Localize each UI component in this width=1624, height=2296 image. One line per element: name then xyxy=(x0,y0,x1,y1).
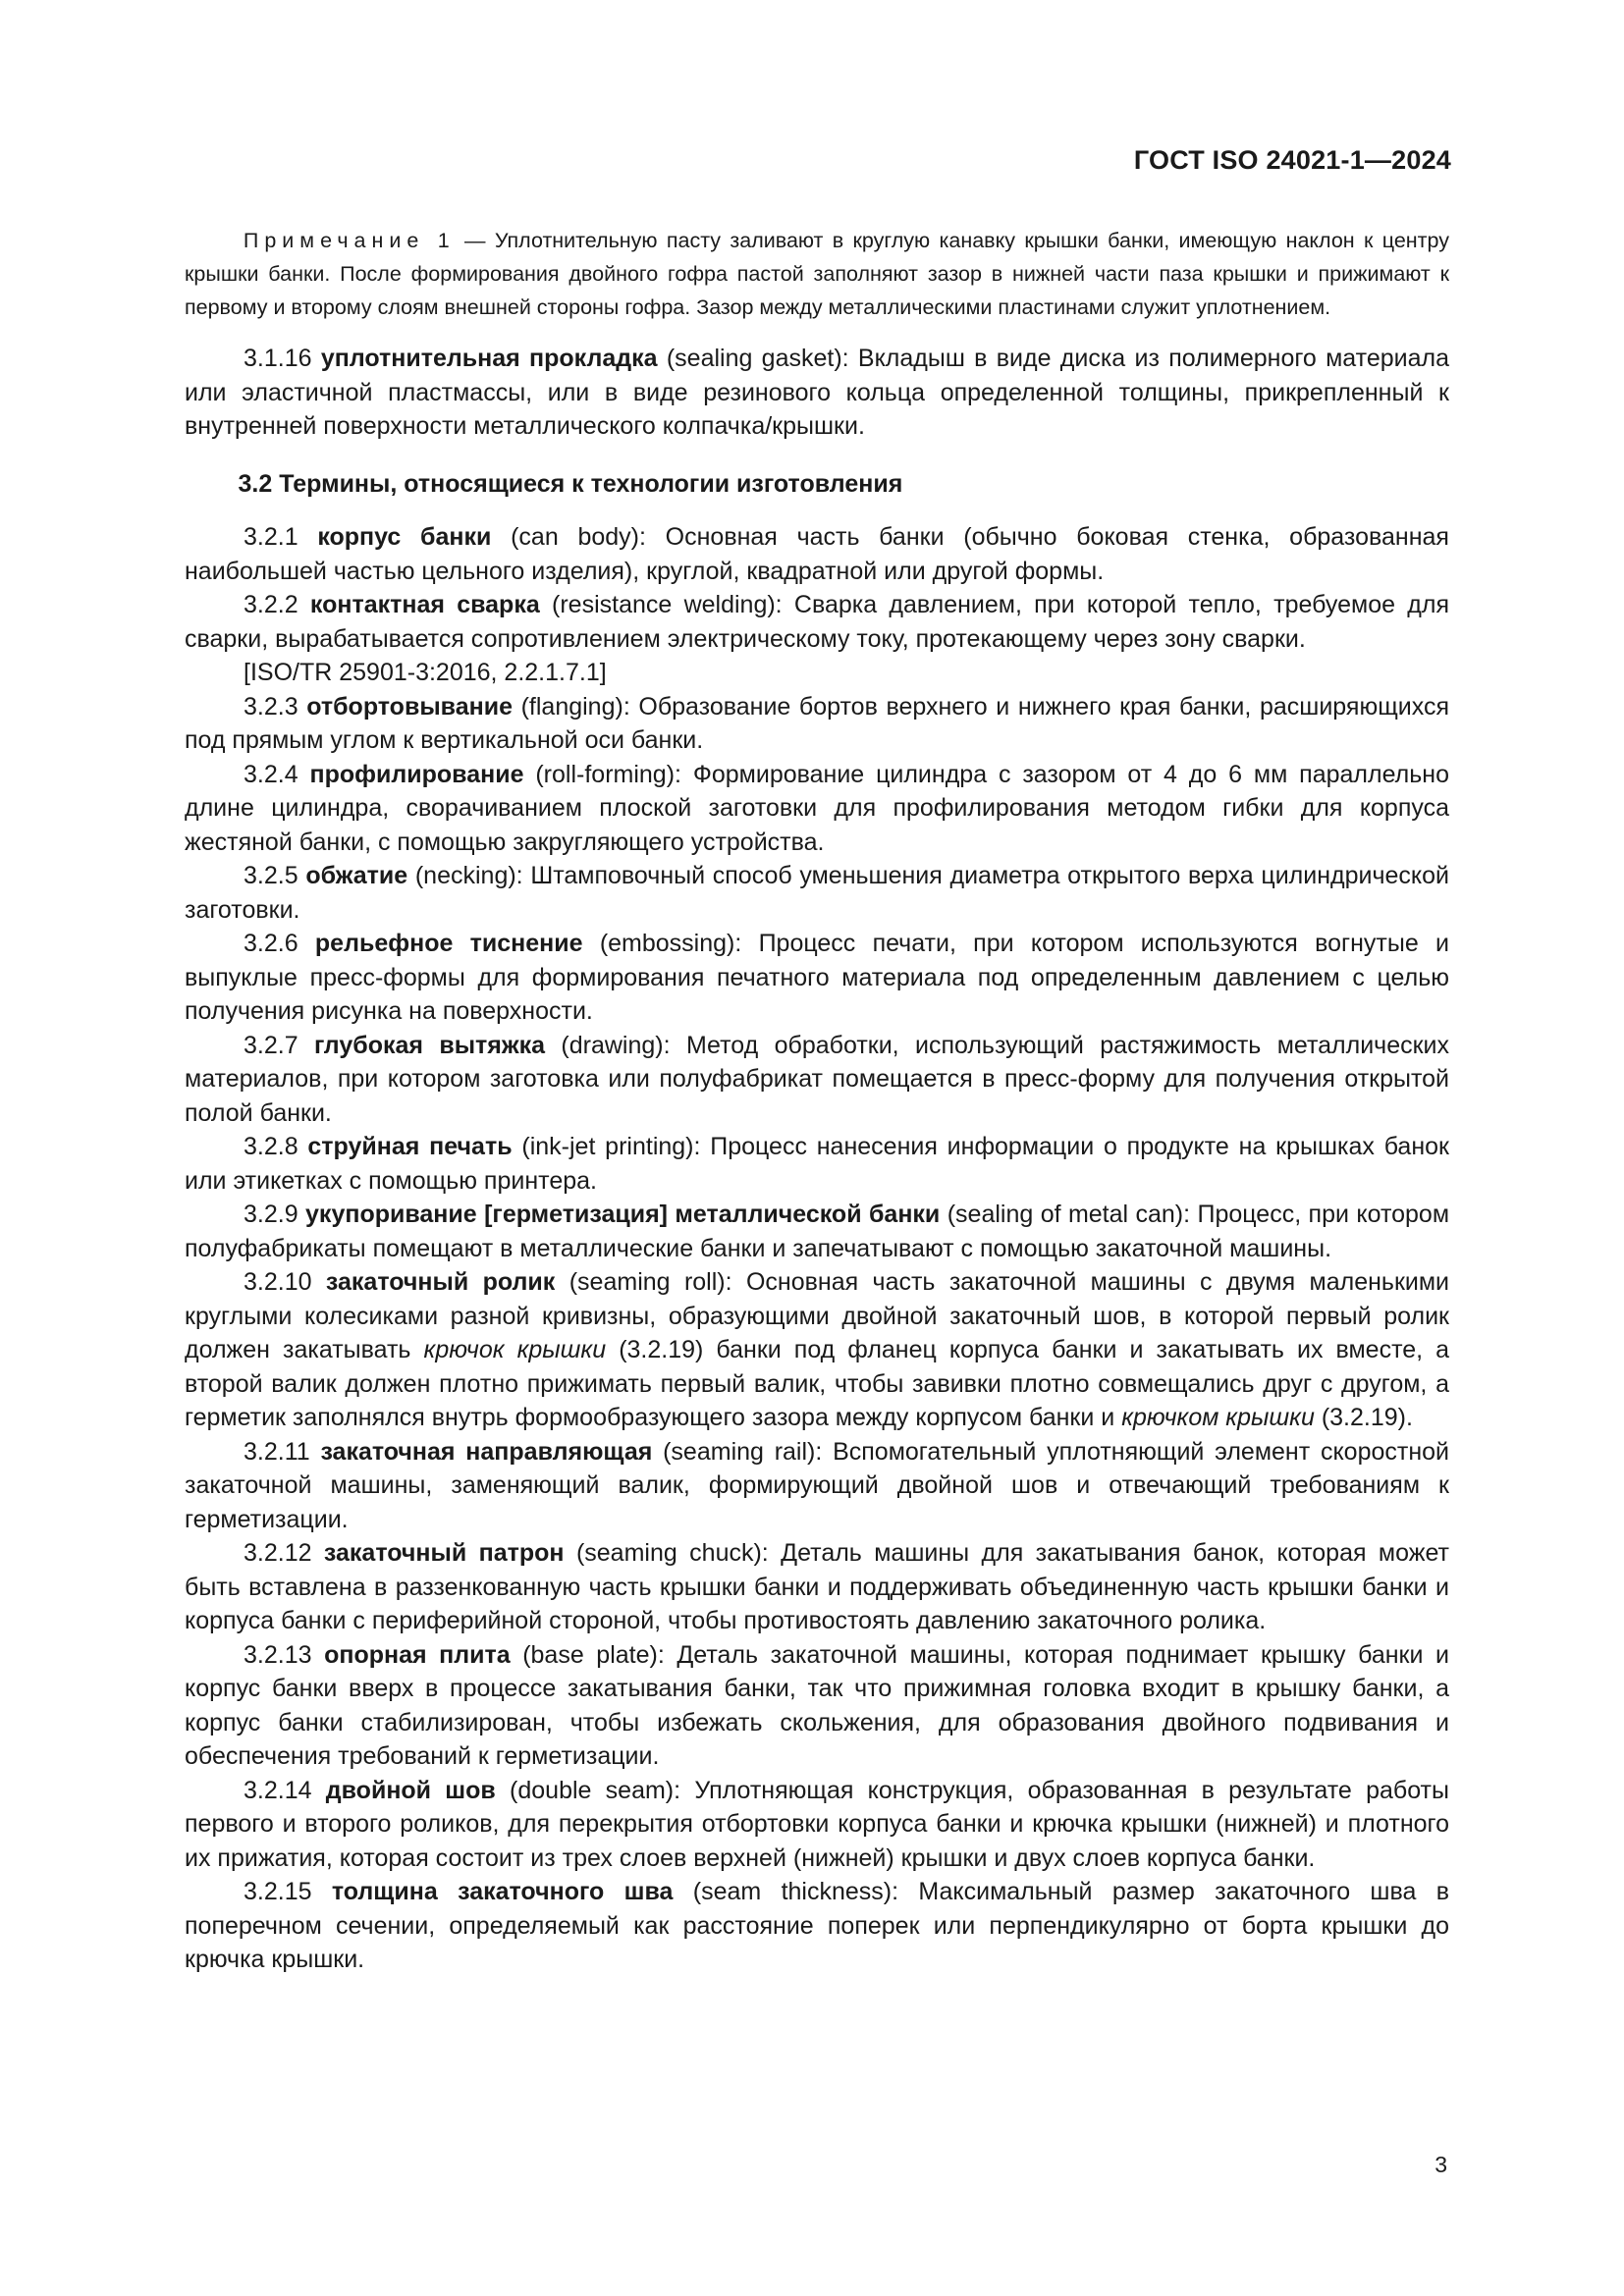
term-name: струйная печать xyxy=(307,1133,513,1160)
page-number: 3 xyxy=(1435,2152,1447,2177)
term-3-2-3 xyxy=(185,690,1449,758)
cross-reference: крючок крышки xyxy=(423,1336,607,1363)
term-definition: (seaming roll): Основная часть закаточной машины с двумя маленькими круглыми колесиками разной кривизны, образующими двойной закаточный шов, в которой первый ролик должен закатывать xyxy=(185,1268,1449,1363)
document-code-header: ГОСТ ISO 24021-1—2024 xyxy=(1133,145,1451,175)
term-name: профилирование xyxy=(309,760,524,788)
term-3-2-11 xyxy=(185,1435,1449,1537)
term-number: 3.2.9 xyxy=(244,1201,298,1228)
term-number: 3.2.8 xyxy=(244,1133,298,1160)
term-definition: (embossing): Процесс печати, при котором используются вогнутые и выпуклые пресс-формы для формирования печатного материала под определенным давлением с целью получения рисунка на поверхности. xyxy=(185,930,1449,1025)
term-definition: (sealing gasket): Вкладыш в виде диска из полимерного материала или эластичной пластмассы, или в виде резинового кольца определенной толщины, прикрепленный к внутренней поверхности металлического колпачка/крышки. xyxy=(185,345,1450,440)
term-name: закаточный патрон xyxy=(323,1539,565,1567)
term-name: отбортовывание xyxy=(306,692,513,721)
term-definition: (seam thickness): Максимальный размер закаточного шва в поперечном сечении, определяемый как расстояние поперек или перпендикулярно от борта крышки до крючка крышки. xyxy=(185,1878,1450,1973)
term-3-2-8 xyxy=(185,1130,1449,1198)
term-name: закаточная направляющая xyxy=(320,1437,653,1466)
note-number: 1 xyxy=(437,229,456,252)
note-1 xyxy=(185,224,1449,324)
term-definition: (necking): Штамповочный способ уменьшения диаметра открытого верха цилиндрической заготовки. xyxy=(185,862,1449,924)
term-number: 3.2.3 xyxy=(244,692,298,721)
term-3-2-14 xyxy=(185,1774,1449,1876)
term-3-2-2 xyxy=(185,588,1449,656)
term-3-1-16 xyxy=(185,342,1449,444)
term-3-2-10 xyxy=(185,1265,1449,1435)
term-3-2-7 xyxy=(185,1029,1449,1131)
term-definition: (double seam): Уплотняющая конструкция, образованная в результате работы первого и второго роликов, для перекрытия отбортовки корпуса банки и крючка крышки (нижней) и плотного их прижатия, которая состоит из трех слоев верхней (нижней) крышки и двух слоев корпуса банки. xyxy=(185,1776,1449,1872)
term-name: закаточный ролик xyxy=(325,1268,556,1296)
term-3-2-5 xyxy=(185,859,1449,927)
term-name: обжатие xyxy=(305,862,408,889)
term-definition: (seaming chuck): Деталь машины для закатывания банок, которая может быть вставлена в раззенкованную часть крышки банки и поддерживать объединенную часть крышки банки и корпуса банки с периферийной стороной, чтобы противостоять давлению закаточного ролика. xyxy=(185,1539,1449,1634)
cross-reference: крючком крышки xyxy=(1121,1404,1315,1431)
source-reference xyxy=(185,656,1449,690)
term-number: 3.2.15 xyxy=(244,1878,312,1905)
term-3-2-1 xyxy=(185,520,1449,588)
term-name: опорная плита xyxy=(324,1640,511,1669)
term-definition-continued: (3.2.19) банки под фланец корпуса банки и закатывать их вместе, а второй валик должен плотно прижимать первый валик, чтобы завивки плотно совмещались друг с другом, а герметик заполнялся внутрь формообразующего зазора между корпусом банки и xyxy=(185,1336,1450,1431)
term-definition: (seaming rail): Вспомогательный уплотняющий элемент скоростной закаточной машины, заменяющий валик, формирующий двойной шов и отвечающий требованиям к герметизации. xyxy=(185,1437,1450,1533)
term-number: 3.2.6 xyxy=(244,930,298,957)
page-content xyxy=(185,224,1449,1977)
section-heading: 3.2 Термины, относящиеся к технологии изготовления xyxy=(238,469,903,498)
term-definition: (roll-forming): Формирование цилиндра с зазором от 4 до 6 мм параллельно длине цилиндра, сворачиванием плоской заготовки для профилирования методом гибки для корпуса жестяной банки, с помощью закругляющего устройства. xyxy=(185,760,1449,856)
term-3-2-15 xyxy=(185,1875,1449,1977)
term-3-2-9 xyxy=(185,1198,1449,1265)
term-definition: (resistance welding): Сварка давлением, при которой тепло, требуемое для сварки, вырабатывается сопротивлением электрическому току, протекающему через зону сварки. xyxy=(185,591,1449,653)
term-number: 3.2.4 xyxy=(244,760,298,788)
term-list xyxy=(185,520,1449,1977)
term-3-2-6 xyxy=(185,927,1449,1029)
term-name: глубокая вытяжка xyxy=(314,1031,546,1059)
term-number: 3.2.12 xyxy=(244,1539,312,1567)
term-definition: (sealing of metal can): Процесс, при котором полуфабрикаты помещают в металлические банки и запечатывают с помощью закаточной машины. xyxy=(185,1201,1450,1262)
term-name: двойной шов xyxy=(325,1776,496,1804)
note-label: Примечание xyxy=(243,229,425,252)
term-definition: (ink-jet printing): Процесс нанесения информации о продукте на крышках банок или этикетках с помощью принтера. xyxy=(185,1133,1449,1195)
term-name: укупоривание [герметизация] металлической банки xyxy=(305,1201,941,1228)
term-number: 3.1.16 xyxy=(244,345,312,372)
term-number: 3.2.10 xyxy=(244,1268,312,1296)
term-number: 3.2.1 xyxy=(244,523,298,551)
term-number: 3.2.14 xyxy=(244,1776,312,1804)
term-definition-end: (3.2.19). xyxy=(1321,1404,1413,1431)
term-number: 3.2.11 xyxy=(244,1437,310,1466)
term-name: контактная сварка xyxy=(309,591,540,618)
term-name: толщина закаточного шва xyxy=(331,1878,674,1905)
note-text: — Уплотнительную пасту заливают в круглую канавку крышки банки, имеющую наклон к центру крышки банки. После формирования двойного гофра пастой заполняют зазор в нижней части паза крышки и прижимают к первому и второму слоям внешней стороны гофра. Зазор между металлическими пластинами служит уплотнением. xyxy=(185,229,1449,319)
term-definition: (flanging): Образование бортов верхнего и нижнего края банки, расширяющихся под прямым углом к вертикальной оси банки. xyxy=(185,692,1449,754)
term-definition: (can body): Основная часть банки (обычно боковая стенка, образованная наибольшей частью цельного изделия), круглой, квадратной или другой формы. xyxy=(185,523,1449,585)
term-3-2-13 xyxy=(185,1638,1449,1774)
term-number: 3.2.13 xyxy=(244,1640,312,1669)
term-number: 3.2.5 xyxy=(244,862,298,889)
term-name: уплотнительная прокладка xyxy=(320,345,658,372)
reference-text: [ISO/TR 25901-3:2016, 2.2.1.7.1] xyxy=(244,659,607,686)
term-number: 3.2.2 xyxy=(244,591,298,618)
term-3-2-4 xyxy=(185,758,1449,860)
term-number: 3.2.7 xyxy=(244,1031,298,1059)
term-name: рельефное тиснение xyxy=(314,930,583,957)
term-definition: (drawing): Метод обработки, использующий растяжимость металлических материалов, при котором заготовка или полуфабрикат помещается в пресс-форму для получения открытой полой банки. xyxy=(185,1031,1450,1127)
term-name: корпус банки xyxy=(317,523,492,551)
term-definition: (base plate): Деталь закаточной машины, которая поднимает крышку банки и корпус банки вверх в процессе закатывания банки, так что прижимная головка входит в крышку банки, а корпус банки стабилизирован, чтобы избежать скольжения, для образования двойного подвивания и обеспечения требований к герметизации. xyxy=(185,1640,1449,1770)
term-3-2-12 xyxy=(185,1536,1449,1638)
